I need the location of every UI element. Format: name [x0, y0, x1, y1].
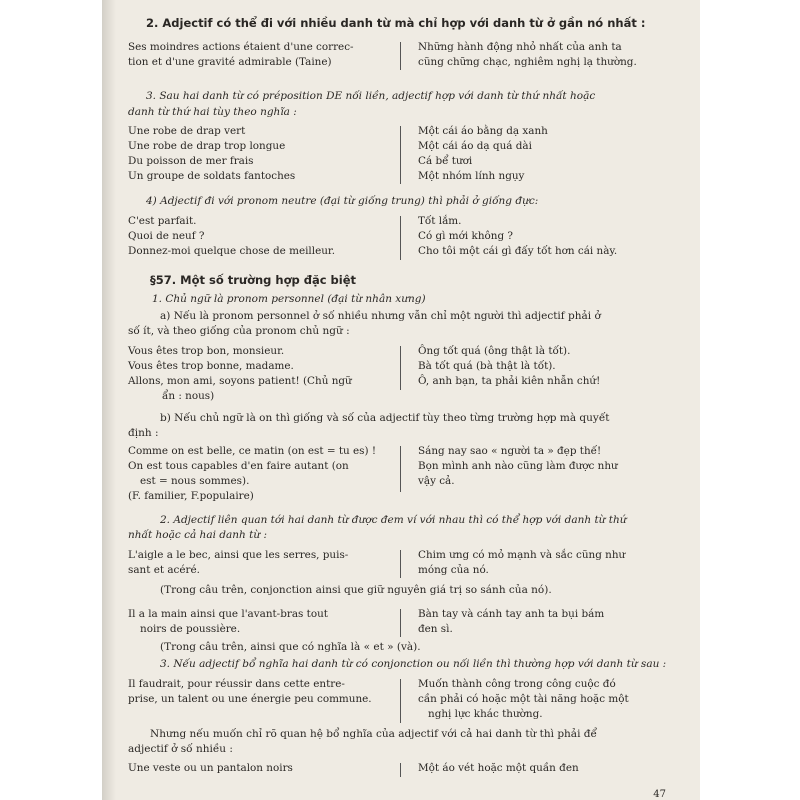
s57-sub3: 3. Nếu adjectif bổ nghĩa hai danh từ có conjonction ou nối liền thì thường hợp với danh từ sau :	[160, 658, 667, 670]
example-s2: Ses moindres actions étaient d'une correc- tion et d'une gravité admirable (Taine) Những hành động nhỏ nhất của anh ta cũng chững chạc, nghiêm nghị lạ thường.	[128, 41, 637, 68]
example-s57-d: Il a la main ainsi que l'avant-bras tout noirs de poussière. Bàn tay và cánh tay anh ta bụi bám đen sì.	[128, 608, 605, 635]
heading-s3-line2: danh từ thứ hai tùy theo nghĩa :	[128, 106, 297, 118]
section-57-title: §57. Một số trường hợp đặc biệt	[150, 273, 357, 287]
s57-a-text-line2: số ít, và theo giống của pronom chủ ngữ :	[128, 325, 350, 337]
final-text-line1: Nhưng nếu muốn chỉ rõ quan hệ bổ nghĩa của adjectif với cả hai danh từ thì phải để	[150, 728, 597, 740]
heading-s2: 2. Adjectif có thể đi với nhiều danh từ mà chỉ hợp với danh từ ở gần nó nhất :	[146, 16, 646, 30]
s57-a-text-line1: a) Nếu là pronom personnel ở số nhiều nhưng vẫn chỉ một người thì adjectif phải ở	[160, 310, 601, 322]
heading-s3-line1: 3. Sau hai danh từ có préposition DE nối liền, adjectif hợp với danh từ thứ nhất hoặc	[146, 90, 596, 102]
page-number: 47	[653, 789, 666, 800]
s57-sub1: 1. Chủ ngữ là pronom personnel (đại từ nhân xưng)	[152, 293, 426, 305]
book-page	[102, 0, 700, 800]
example-s57-b: Comme on est belle, ce matin (on est = tu es) ! On est tous capables d'en faire autant (on est = nous sommes). (F. familier, F.populaire) Sáng nay sao « người ta » đẹp thế! Bọn mình anh nào cũng làm được như vậy cả.	[128, 445, 618, 502]
example-s4: C'est parfait. Quoi de neuf ? Donnez-moi quelque chose de meilleur. Tốt lắm. Có gì mới không ? Cho tôi một cái gì đấy tốt hơn cái này.	[128, 214, 674, 260]
example-s57-a: Vous êtes trop bon, monsieur. Vous êtes trop bonne, madame. Allons, mon ami, soyons patient! (Chủ ngữ ẩn : nous) Ông tốt quá (ông thật là tốt). Bà tốt quá (bà thật là tốt). Ô, anh bạn, ta phải kiên nhẫn chứ!	[128, 345, 601, 402]
s57-b-text-line1: b) Nếu chủ ngữ là on thì giống và số của adjectif tùy theo từng trường hợp mà quyết	[160, 412, 610, 424]
example-s3: Une robe de drap vert Une robe de drap trop longue Du poisson de mer frais Un groupe de soldats fantoches Một cái áo bằng dạ xanh Một cái áo dạ quá dài Cá bể tươi Một nhóm lính ngụy	[128, 125, 548, 182]
example-s57-e: Il faudrait, pour réussir dans cette entre- prise, un talent ou une énergie peu commune. Muốn thành công trong công cuộc đó cần phải có hoặc một tài năng hoặc một nghị lực khác thường.	[128, 677, 674, 723]
heading-s4: 4) Adjectif đi với pronom neutre (đại từ giống trung) thì phải ở giống đực:	[146, 195, 539, 207]
s57-sub2-line1: 2. Adjectif liên quan tới hai danh từ được đem ví với nhau thì có thể hợp với danh từ thứ	[160, 514, 627, 526]
final-text-line2: adjectif ở số nhiều :	[128, 743, 233, 755]
note-1: (Trong câu trên, conjonction ainsi que giữ nguyên giá trị so sánh của nó).	[160, 584, 552, 596]
s57-b-text-line2: định :	[128, 427, 159, 439]
example-s57-c: L'aigle a le bec, ainsi que les serres, puis- sant et acéré. Chim ưng có mỏ mạnh và sắc cũng như móng của nó.	[128, 549, 626, 576]
example-s57-f: Une veste ou un pantalon noirs Một áo vét hoặc một quần đen	[128, 761, 674, 779]
note-2: (Trong câu trên, ainsi que có nghĩa là « et » (và).	[160, 641, 421, 653]
s57-sub2-line2: nhất hoặc cả hai danh từ :	[128, 529, 267, 541]
